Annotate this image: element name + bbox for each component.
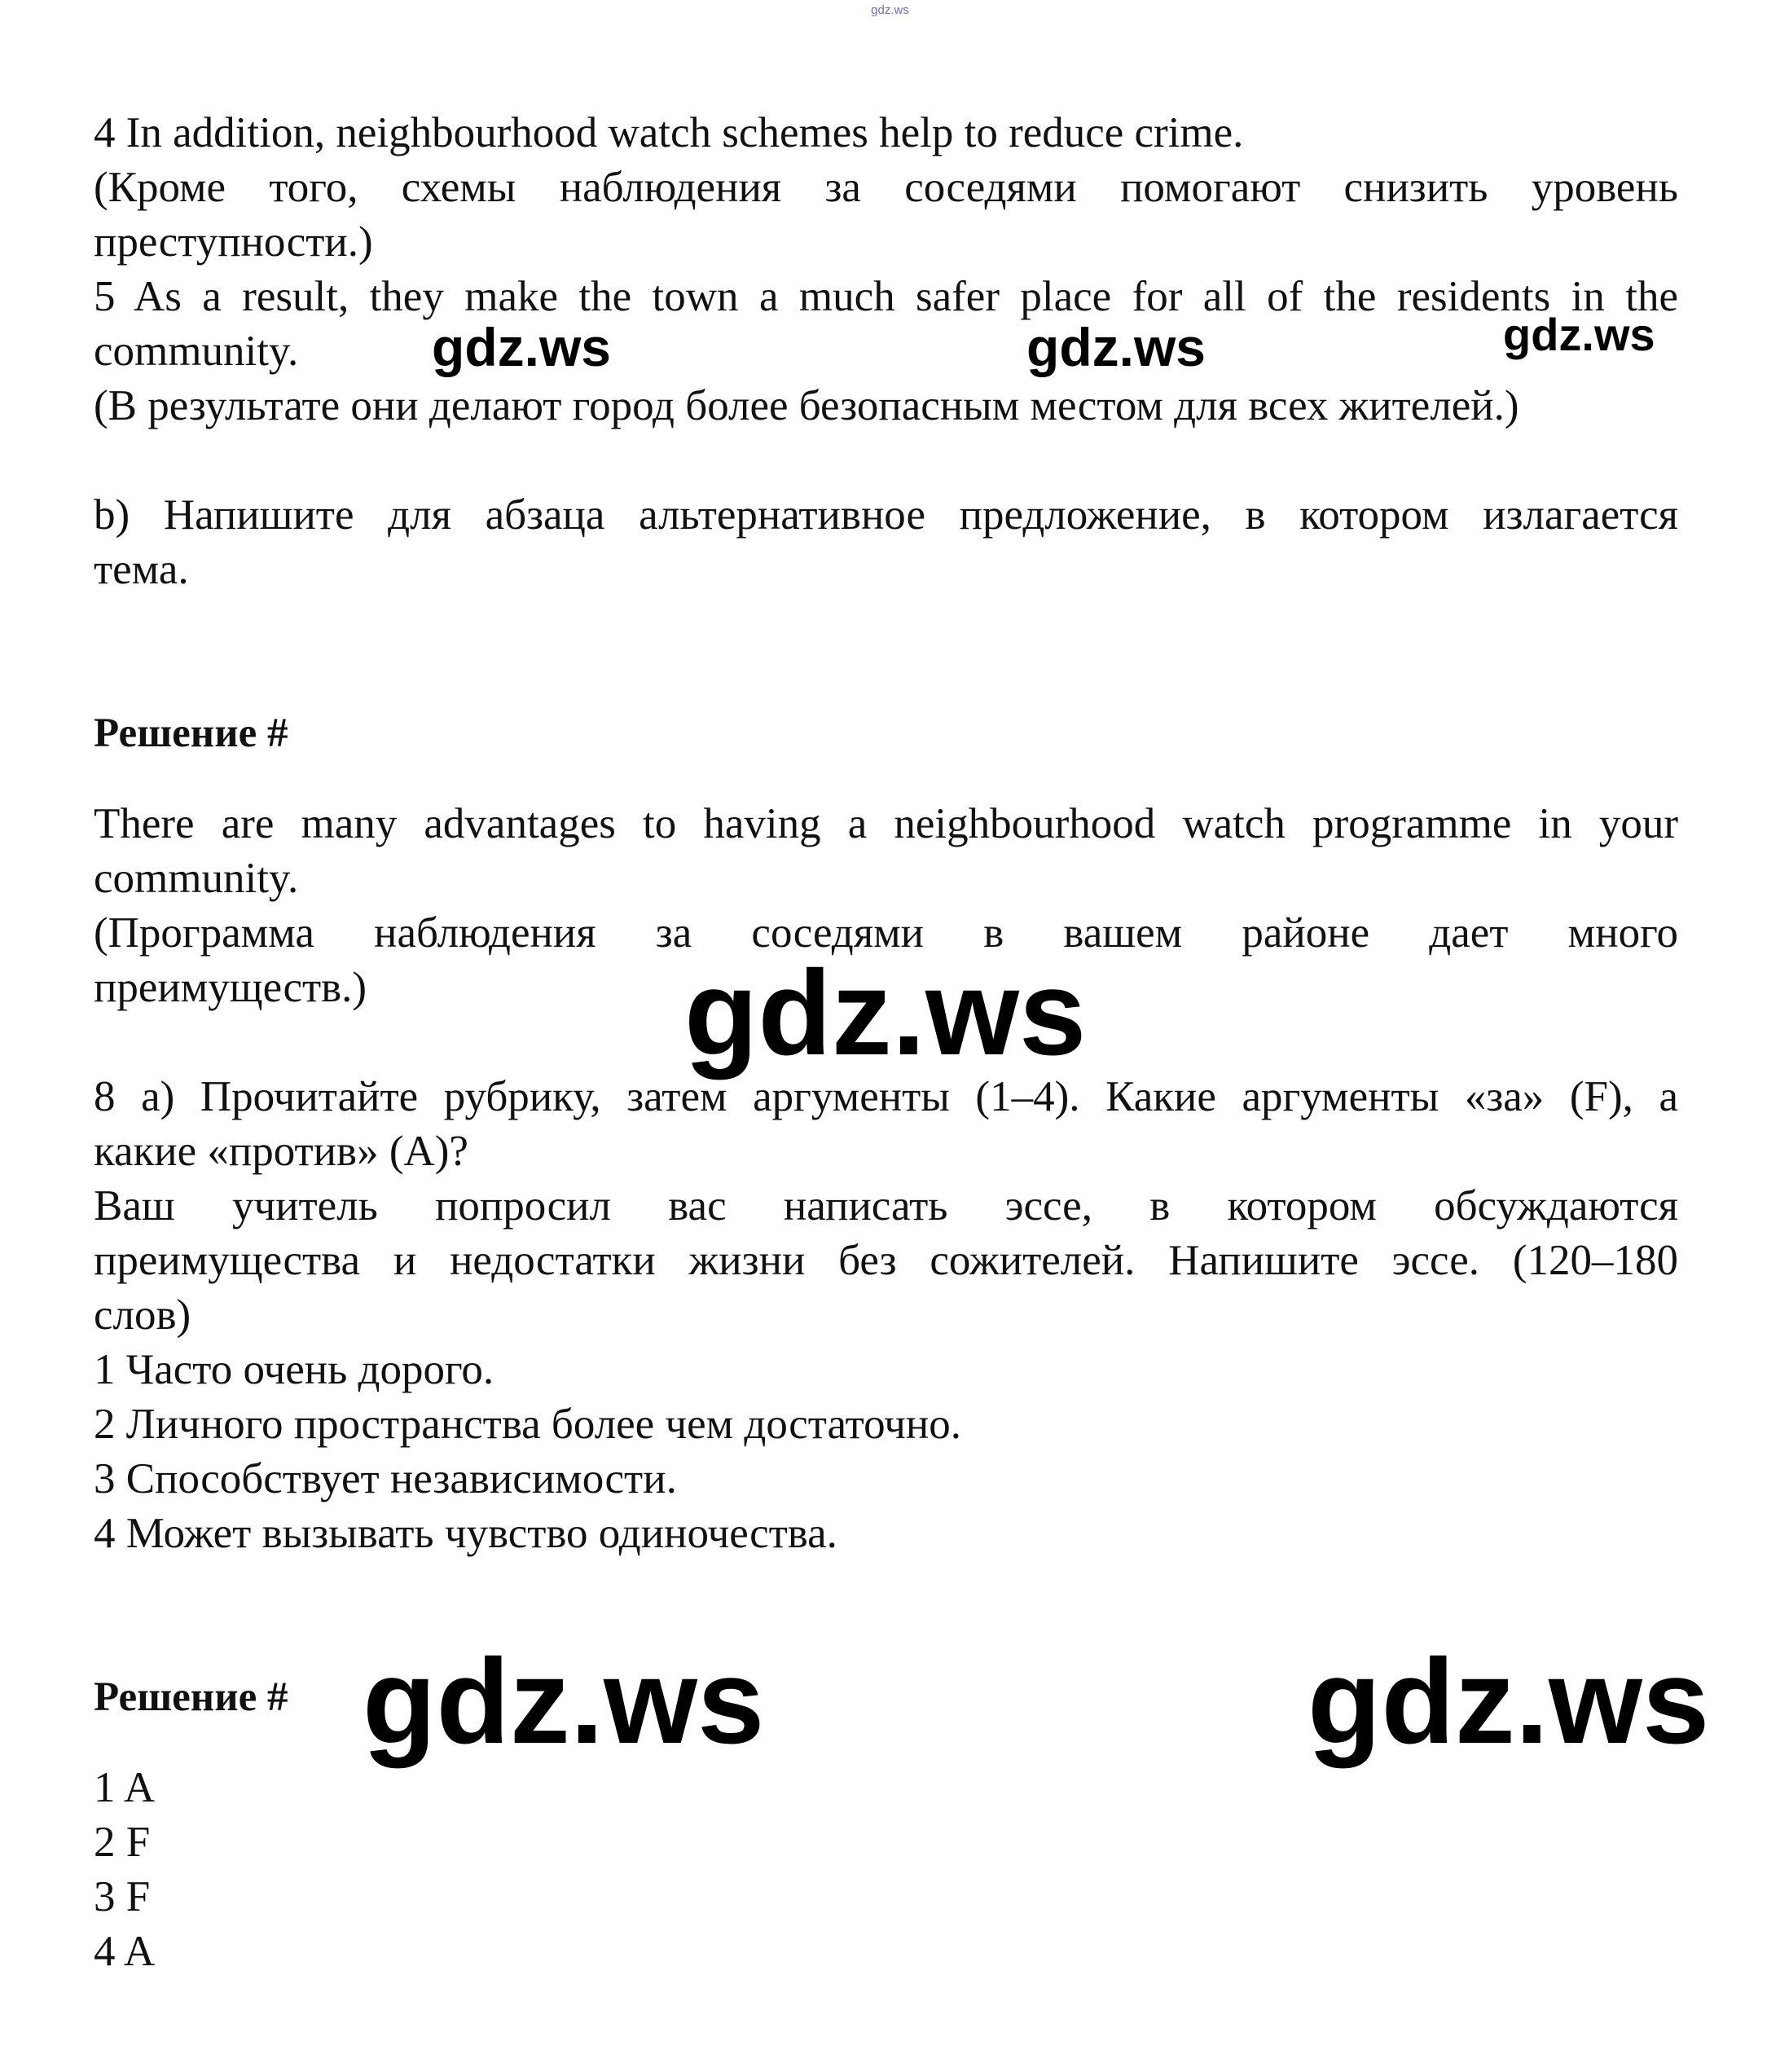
argument-4: 4 Может вызывать чувство одиночества. [94,1510,837,1557]
sentence-5-ru: (В результате они делают город более безопасным местом для всех жителей.) [94,382,1519,429]
sentence-5-en-line1: 5 As a result, they make the town a much safer place for all of the residents in the [94,273,1678,320]
answer-2: 2 F [94,1819,151,1866]
answer-ru-line1: (Программа наблюдения за соседями в вашем районе дает много [94,909,1678,957]
sentence-4-en: 4 In addition, neighbourhood watch schemes help to reduce crime. [94,109,1244,156]
watermark: gdz.ws [1308,1634,1710,1769]
answer-3: 3 F [94,1873,151,1920]
sentence-4-ru-line2: преступности.) [94,218,373,266]
answer-1: 1 A [94,1764,156,1811]
watermark: gdz.ws [432,317,612,377]
sentence-4-ru-line1: (Кроме того, схемы наблюдения за соседями помогают снизить уровень [94,164,1678,211]
rubric-line2: преимущества и недостатки жизни без сожителей. Напишите эссе. (120–180 [94,1237,1678,1284]
argument-3: 3 Способствует независимости. [94,1455,677,1502]
task-8a-line2: какие «против» (A)? [94,1128,468,1175]
task-b-line1: b) Напишите для абзаца альтернативное предложение, в котором излагается [94,491,1678,539]
answer-en-line1: There are many advantages to having a neighbourhood watch programme in your [94,800,1678,847]
argument-2: 2 Личного пространства более чем достаточно. [94,1401,962,1448]
top-watermark: gdz.ws [871,3,909,17]
answer-en-line2: community. [94,855,299,902]
answer-ru-line2: преимуществ.) [94,964,367,1011]
solution-heading-1: Решение # [94,710,288,756]
rubric-line3: слов) [94,1291,191,1339]
rubric-line1: Ваш учитель попросил вас написать эссе, в котором обсуждаются [94,1182,1678,1230]
solution-heading-2: Решение # [94,1674,288,1720]
watermark: gdz.ws [363,1634,765,1769]
watermark: gdz.ws [684,946,1087,1080]
argument-1: 1 Часто очень дорого. [94,1346,494,1393]
task-8a-line1: 8 a) Прочитайте рубрику, затем аргументы (1–4). Какие аргументы «за» (F), а [94,1073,1678,1120]
sentence-5-en-line2: community. [94,328,299,375]
watermark: gdz.ws [1026,317,1206,377]
task-b-line2: тема. [94,546,189,593]
answer-4: 4 A [94,1928,156,1975]
watermark: gdz.ws [1503,309,1655,360]
